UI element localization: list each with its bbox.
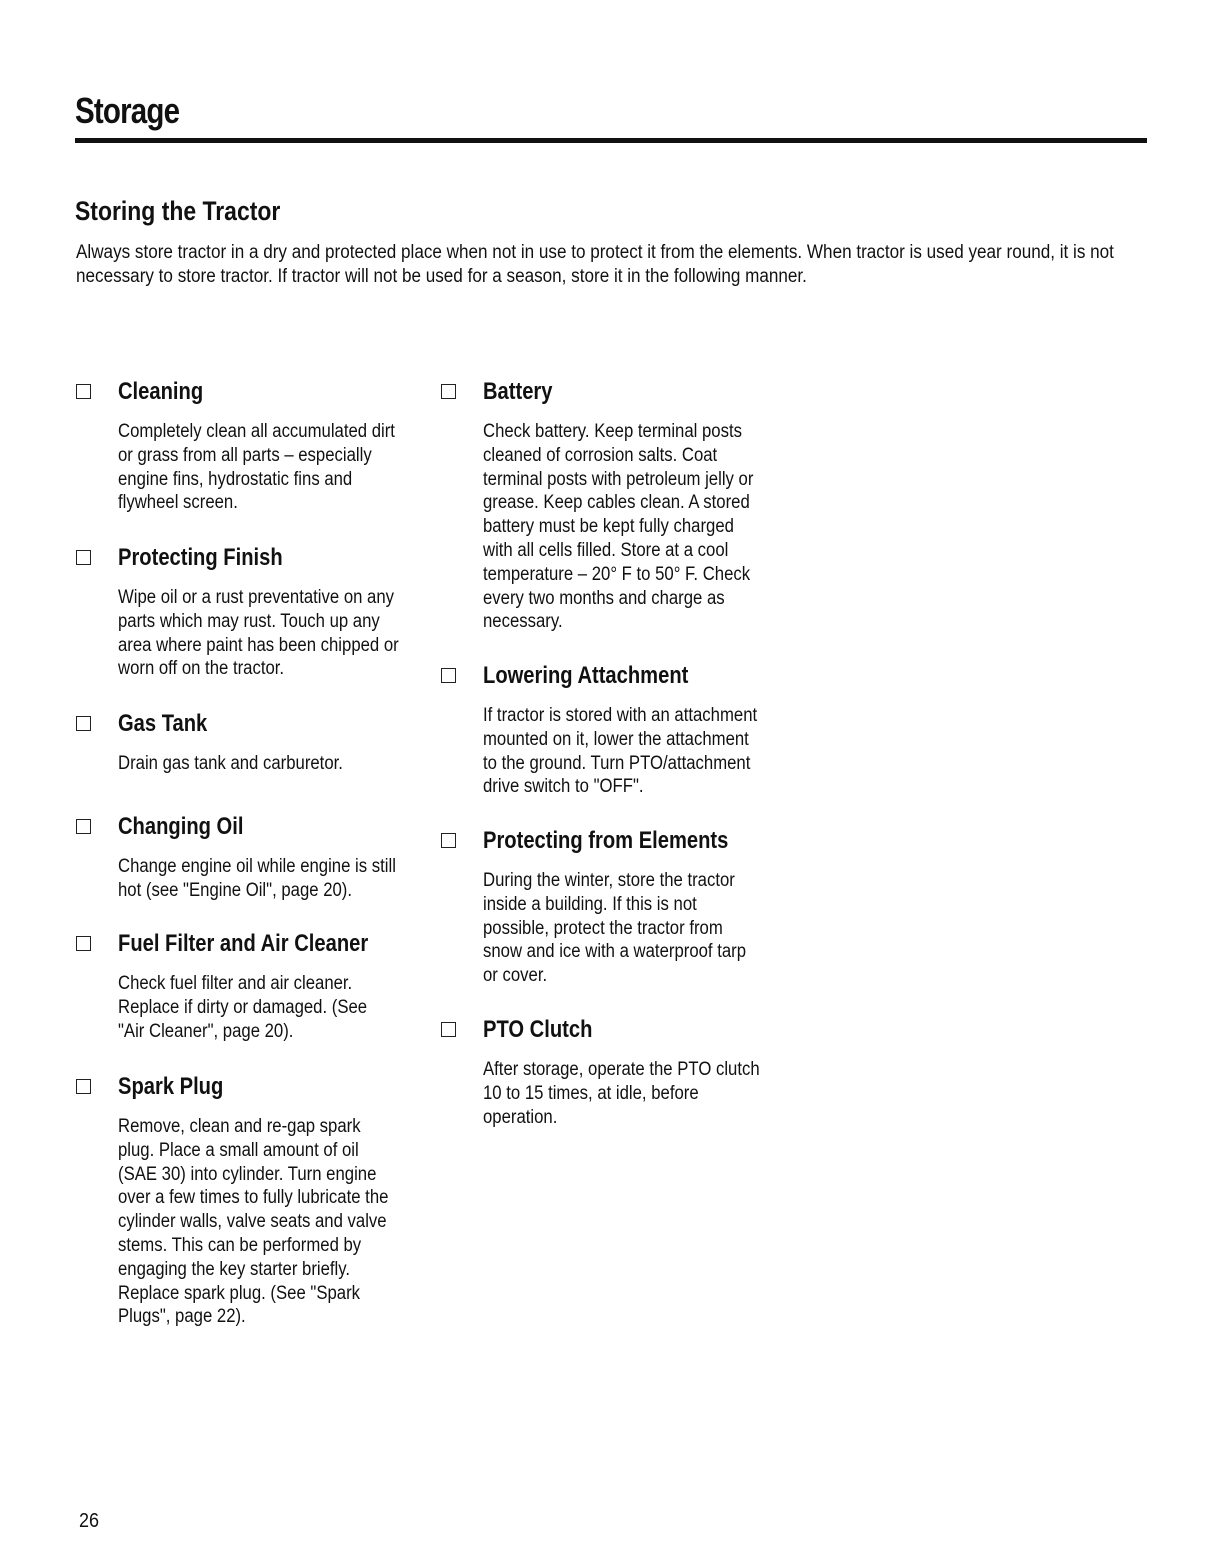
item-text: If tractor is stored with an attachment mounted on it, lower the attachment to the ground. Turn PTO/attachment drive switch to "OFF".: [483, 705, 758, 798]
checkbox[interactable]: [441, 1022, 456, 1037]
item-title: Spark Plug: [118, 1073, 224, 1100]
item-title: Fuel Filter and Air Cleaner: [118, 930, 369, 957]
intro-paragraph: Always store tractor in a dry and protected place when not in use to protect it from the elements. When tractor is used year round, it is not necessary to store tractor. If tractor will not be used for a season, store it in the following manner.: [76, 242, 1114, 287]
item-text: Check fuel filter and air cleaner. Replace if dirty or damaged. (See "Air Cleaner", page 20).: [118, 973, 368, 1042]
item-text: Change engine oil while engine is still hot (see "Engine Oil", page 20).: [118, 856, 396, 901]
checkbox[interactable]: [76, 550, 91, 565]
checkbox[interactable]: [441, 833, 456, 848]
section-title: Storing the Tractor: [75, 196, 281, 226]
item-title: Cleaning: [118, 378, 204, 405]
checkbox[interactable]: [441, 384, 456, 399]
page-number: 26: [79, 1510, 100, 1532]
item-title: Protecting from Elements: [483, 827, 729, 854]
item-title: Protecting Finish: [118, 544, 283, 571]
checkbox[interactable]: [76, 384, 91, 399]
checkbox[interactable]: [76, 716, 91, 731]
item-text: Completely clean all accumulated dirt or grass from all parts – especially engine fins, hydrostatic fins and flywheel screen.: [118, 421, 395, 514]
page-title: Storage: [75, 90, 180, 131]
item-text: Drain gas tank and carburetor.: [118, 753, 343, 774]
checkbox[interactable]: [76, 1079, 91, 1094]
checkbox[interactable]: [76, 936, 91, 951]
title-rule: [75, 138, 1147, 143]
item-title: Lowering Attachment: [483, 662, 689, 689]
item-title: PTO Clutch: [483, 1016, 593, 1043]
item-title: Changing Oil: [118, 813, 244, 840]
item-text: Check battery. Keep terminal posts cleaned of corrosion salts. Coat terminal posts with petroleum jelly or grease. Keep cables clean. A stored battery must be kept fully charged with all cells filled. Store at a cool temperature – 20° F to 50° F. Check every two months and charge as necessary.: [483, 421, 754, 633]
item-text: Wipe oil or a rust preventative on any parts which may rust. Touch up any area where paint has been chipped or worn off on the tractor.: [118, 587, 399, 680]
item-text: During the winter, store the tractor inside a building. If this is not possible, protect the tractor from snow and ice with a waterproof tarp or cover.: [483, 870, 747, 987]
item-title: Battery: [483, 378, 553, 405]
item-text: After storage, operate the PTO clutch 10 to 15 times, at idle, before operation.: [483, 1059, 760, 1128]
item-title: Gas Tank: [118, 710, 208, 737]
checkbox[interactable]: [76, 819, 91, 834]
item-text: Remove, clean and re-gap spark plug. Place a small amount of oil (SAE 30) into cylinder. Turn engine over a few times to fully lubricate the cylinder walls, valve seats and valve stems. This can be performed by engaging the key starter briefly. Replace spark plug. (See "Spark Plugs", page 22).: [118, 1116, 389, 1328]
checkbox[interactable]: [441, 668, 456, 683]
